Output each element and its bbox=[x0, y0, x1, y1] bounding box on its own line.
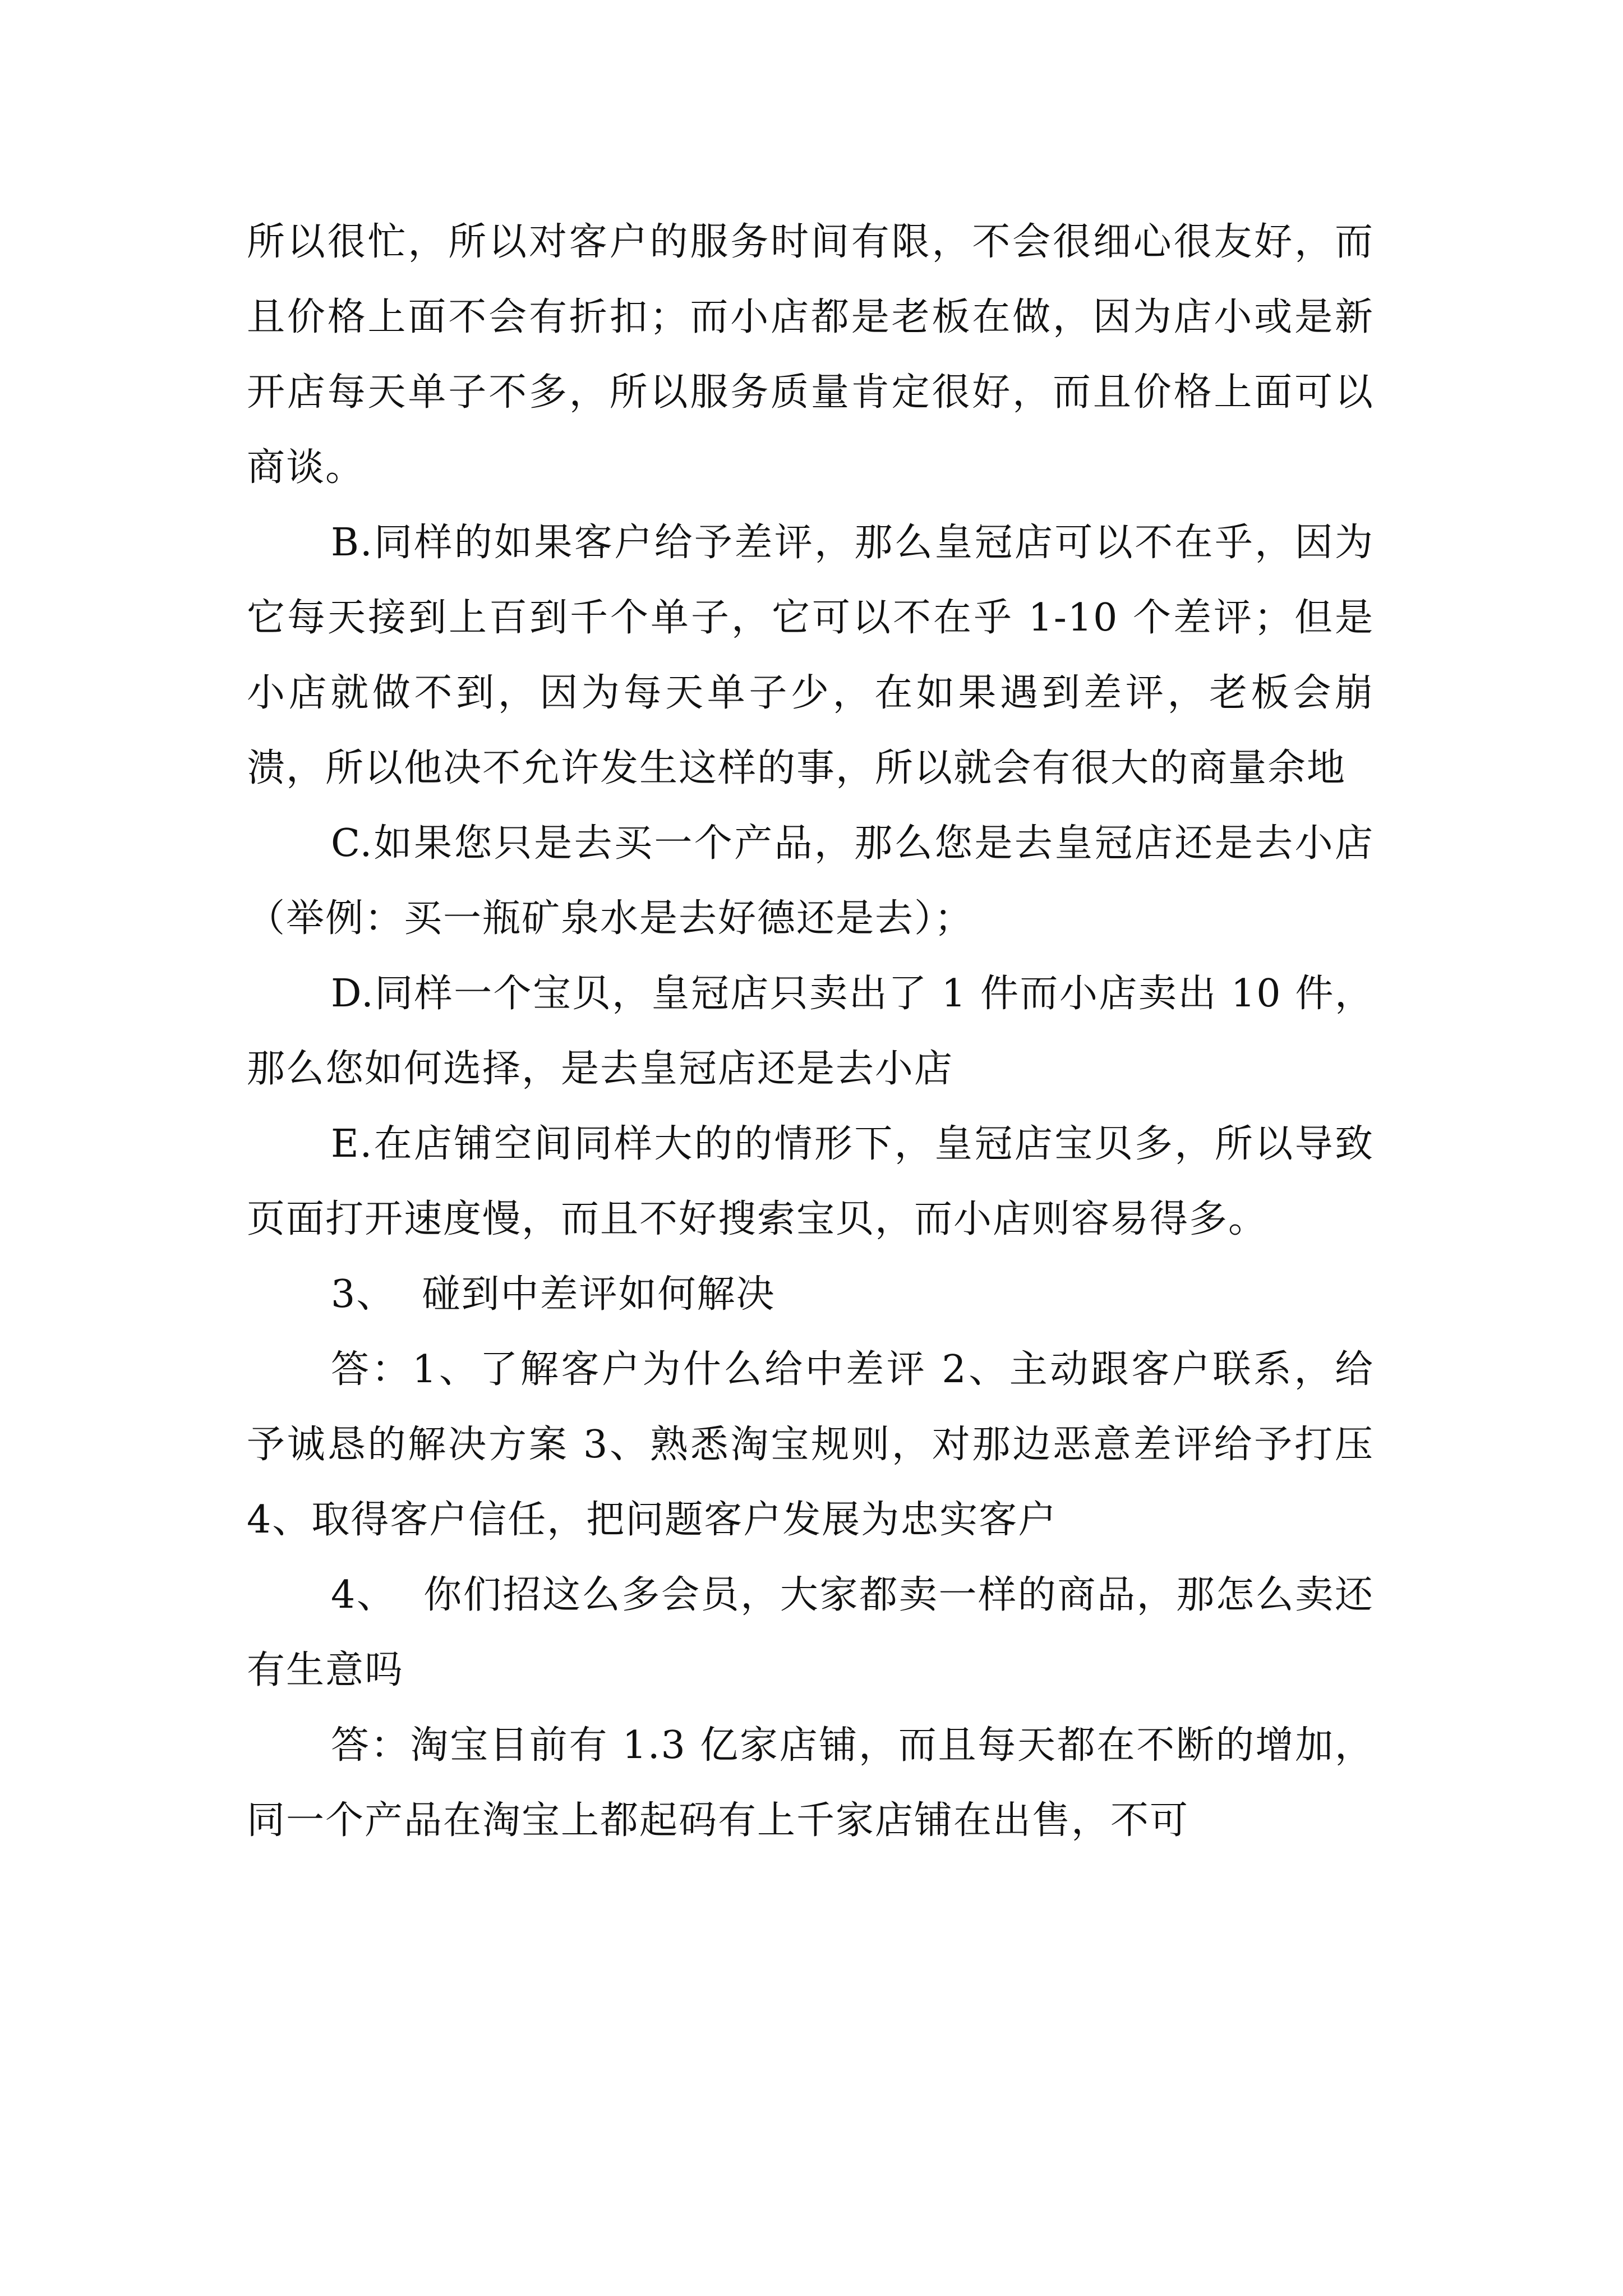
answer-3: 答：1、了解客户为什么给中差评 2、主动跟客户联系，给予诚恳的解决方案 3、熟悉淘宝规则，对那边恶意差评给予打压 4、取得客户信任，把问题客户发展为忠实客户 bbox=[247, 1347, 1387, 1542]
document-body bbox=[247, 205, 1387, 1858]
paragraph-2: B.同样的如果客户给予差评，那么皇冠店可以不在乎，因为它每天接到上百到千个单子，它可以不在乎 1-10 个差评；但是小店就做不到，因为每天单子少，在如果遇到差评，老板会崩溃，所以他决不允许发生这样的事，所以就会有很大的商量余地 bbox=[247, 521, 1374, 790]
paragraph-5: E.在店铺空间同样大的的情形下，皇冠店宝贝多，所以导致页面打开速度慢，而且不好搜索宝贝，而小店则容易得多。 bbox=[247, 1122, 1374, 1241]
paragraph-1: 所以很忙，所以对客户的服务时间有限，不会很细心很友好，而且价格上面不会有折扣；而小店都是老板在做，因为店小或是新开店每天单子不多，所以服务质量肯定很好，而且价格上面可以商谈。 bbox=[247, 220, 1374, 490]
paragraph-3: C.如果您只是去买一个产品，那么您是去皇冠店还是去小店（举例：买一瓶矿泉水是去好德还是去）； bbox=[247, 821, 1374, 941]
paragraph-4: D.同样一个宝贝，皇冠店只卖出了 1 件而小店卖出 10 件，那么您如何选择，是去皇冠店还是去小店 bbox=[247, 972, 1374, 1091]
answer-4: 答：淘宝目前有 1.3 亿家店铺，而且每天都在不断的增加，同一个产品在淘宝上都起码有上千家店铺在出售，不可 bbox=[247, 1723, 1374, 1843]
section-heading-4: 4、 你们招这么多会员，大家都卖一样的商品，那怎么卖还有生意吗 bbox=[247, 1573, 1374, 1692]
section-heading-3: 3、 碰到中差评如何解决 bbox=[331, 1272, 776, 1317]
